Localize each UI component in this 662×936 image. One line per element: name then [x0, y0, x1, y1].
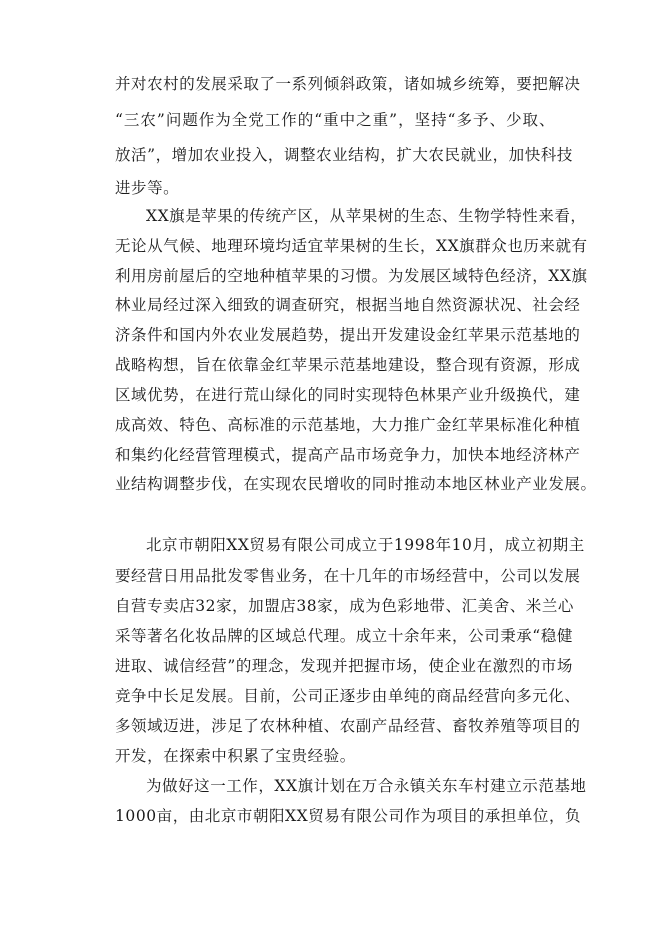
text-line: XX旗是苹果的传统产区，从苹果树的生态、生物学特性来看， [146, 207, 587, 225]
text-line: 成高效、特色、高标准的示范基地，大力推广金红苹果标准化种植 [115, 416, 581, 434]
text-line: 要经营日用品批发零售业务，在十几年的市场经营中，公司以发展 [115, 567, 581, 585]
text-line: 区域优势，在进行荒山绿化的同时实现特色林果产业升级换代，建 [115, 386, 581, 404]
text-line: 竞争中长足发展。目前，公司正逐步由单纯的商品经营向多元化、 [115, 687, 581, 705]
text-line: 进步等。 [115, 179, 180, 197]
text-line: 济条件和国内外农业发展趋势，提出开发建设金红苹果示范基地的 [115, 326, 581, 344]
text-line: 放活”，增加农业投入，调整农业结构，扩大农民就业，加快科技 [115, 146, 573, 164]
text-line: 无论从气候、地理环境均适宜苹果树的生长，XX旗群众也历来就有 [115, 237, 588, 255]
text-line: 1000亩，由北京市朝阳XX贸易有限公司作为项目的承担单位，负 [115, 807, 582, 825]
text-line: 利用房前屋后的空地种植苹果的习惯。为发展区域特色经济，XX旗 [115, 267, 588, 285]
text-line: 战略构想，旨在依靠金红苹果示范基地建设，整合现有资源，形成 [115, 356, 581, 374]
text-line: 进取、诚信经营”的理念，发现并把握市场，使企业在激烈的市场 [115, 657, 573, 675]
text-line: 林业局经过深入细致的调查研究，根据当地自然资源状况、社会经 [115, 296, 581, 314]
text-line: 采等著名化妆品牌的区域总代理。成立十余年来，公司秉承“稳健 [115, 627, 573, 645]
text-line: 和集约化经营管理模式，提高产品市场竞争力，加快本地经济林产 [115, 446, 581, 464]
text-line: “三农”问题作为全党工作的“重中之重”，坚持“多予、少取、 [115, 111, 555, 129]
text-line: 自营专卖店32家，加盟店38家，成为色彩地带、汇美舍、米兰心 [115, 597, 574, 615]
text-line: 北京市朝阳XX贸易有限公司成立于1998年10月，成立初期主 [146, 536, 585, 554]
text-line: 并对农村的发展采取了一系列倾斜政策，诸如城乡统筹，要把解决 [115, 75, 581, 93]
text-line: 开发，在探索中积累了宝贵经验。 [115, 747, 356, 765]
text-line: 业结构调整步伐，在实现农民增收的同时推动本地区林业产业发展。 [115, 475, 597, 493]
text-line: 为做好这一工作，XX旗计划在万合永镇关东车村建立示范基地 [146, 777, 587, 795]
text-line: 多领域迈进，涉足了农林种植、农副产品经营、畜牧养殖等项目的 [115, 717, 581, 735]
